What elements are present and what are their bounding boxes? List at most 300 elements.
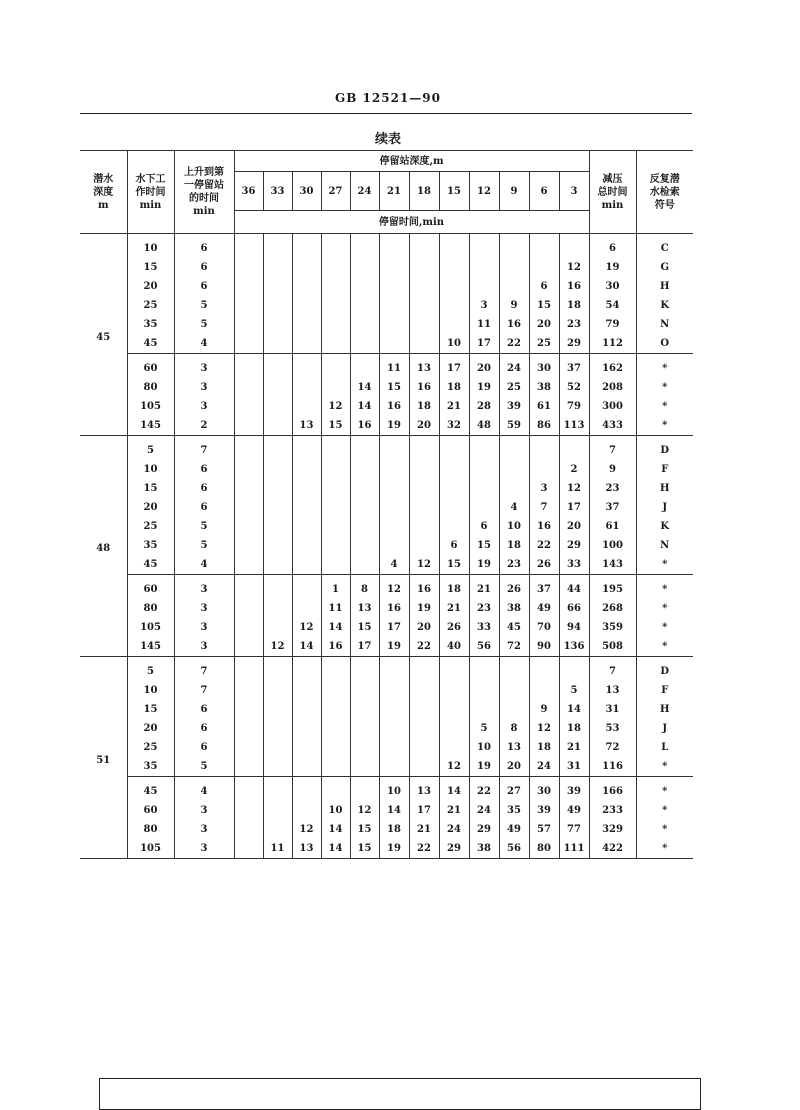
stop-time-cell [379,296,409,315]
stop-time-cell [439,657,469,682]
stop-time-cell [263,681,292,700]
stop-time-cell [379,719,409,738]
header-repetitive-symbol: 反复潜 水检索 符号 [636,151,693,234]
stop-time-cell: 35 [499,801,529,820]
repetitive-symbol-cell: F [636,681,693,700]
stop-time-cell: 16 [559,277,589,296]
stop-time-cell: 52 [559,378,589,397]
stop-time-cell: 25 [529,334,559,354]
total-time-cell: 72 [589,738,636,757]
stop-time-cell [234,258,263,277]
table-row [80,296,693,315]
table-row [80,234,693,259]
stop-time-cell: 19 [379,416,409,436]
stop-time-cell: 13 [409,354,439,379]
bottom-time-cell: 25 [127,517,174,536]
stop-time-cell: 15 [350,618,379,637]
ascent-time-cell: 6 [174,738,234,757]
stop-time-cell [409,436,439,461]
header-stop-depth: 33 [263,172,292,211]
ascent-time-cell: 4 [174,555,234,575]
stop-time-cell: 21 [439,397,469,416]
stop-time-cell [292,498,321,517]
stop-time-cell [292,258,321,277]
stop-time-cell [350,555,379,575]
stop-time-cell [350,334,379,354]
stop-time-cell [379,517,409,536]
stop-time-cell [292,334,321,354]
stop-time-cell: 24 [469,801,499,820]
ascent-time-cell: 7 [174,681,234,700]
repetitive-symbol-cell: G [636,258,693,277]
stop-time-cell: 38 [529,378,559,397]
stop-time-cell [469,234,499,259]
stop-time-cell: 17 [379,618,409,637]
table-row [80,315,693,334]
stop-time-cell [263,234,292,259]
stop-time-cell: 14 [439,777,469,802]
stop-time-cell: 29 [439,839,469,859]
ascent-time-cell: 6 [174,479,234,498]
bottom-time-cell: 45 [127,555,174,575]
table-row [80,618,693,637]
stop-time-cell: 5 [469,719,499,738]
stop-time-cell [439,436,469,461]
total-time-cell: 31 [589,700,636,719]
dive-depth-cell: 51 [80,657,127,859]
total-time-cell: 166 [589,777,636,802]
ascent-time-cell: 6 [174,700,234,719]
stop-time-cell: 29 [559,536,589,555]
bottom-time-cell: 5 [127,436,174,461]
stop-time-cell [379,479,409,498]
stop-time-cell: 37 [529,575,559,600]
table-row [80,700,693,719]
ascent-time-cell: 2 [174,416,234,436]
stop-time-cell [469,436,499,461]
stop-time-cell: 66 [559,599,589,618]
stop-time-cell: 15 [469,536,499,555]
stop-time-cell: 4 [499,498,529,517]
stop-time-cell [499,234,529,259]
table-row [80,277,693,296]
bottom-time-cell: 5 [127,657,174,682]
stop-time-cell [469,258,499,277]
stop-time-cell: 70 [529,618,559,637]
stop-time-cell [292,700,321,719]
stop-time-cell: 79 [559,397,589,416]
stop-time-cell [292,777,321,802]
ascent-time-cell: 3 [174,378,234,397]
ascent-time-cell: 7 [174,657,234,682]
stop-time-cell: 12 [439,757,469,777]
ascent-time-cell: 3 [174,801,234,820]
bottom-time-cell: 105 [127,397,174,416]
total-time-cell: 9 [589,460,636,479]
table-row [80,354,693,379]
stop-time-cell: 16 [350,416,379,436]
stop-time-cell: 77 [559,820,589,839]
stop-time-cell: 9 [499,296,529,315]
stop-time-cell [439,498,469,517]
stop-time-cell: 80 [529,839,559,859]
stop-time-cell [350,657,379,682]
stop-time-cell [350,738,379,757]
header-stop-depth: 12 [469,172,499,211]
stop-time-cell: 48 [469,416,499,436]
stop-time-cell: 11 [469,315,499,334]
stop-time-cell: 25 [499,378,529,397]
total-time-cell: 6 [589,234,636,259]
ascent-time-cell: 3 [174,354,234,379]
stop-time-cell [263,777,292,802]
stop-time-cell: 8 [350,575,379,600]
bottom-time-cell: 20 [127,277,174,296]
stop-time-cell [321,719,350,738]
stop-time-cell: 17 [409,801,439,820]
stop-time-cell [321,777,350,802]
stop-time-cell [263,555,292,575]
repetitive-symbol-cell: * [636,777,693,802]
stop-time-cell: 61 [529,397,559,416]
bottom-time-cell: 145 [127,637,174,657]
stop-time-cell [263,315,292,334]
stop-time-cell [439,681,469,700]
table-row [80,801,693,820]
bottom-time-cell: 45 [127,777,174,802]
ascent-time-cell: 6 [174,258,234,277]
stop-time-cell [292,801,321,820]
header-stop-depth-title: 停留站深度,m [234,151,589,172]
stop-time-cell [469,657,499,682]
stop-time-cell: 37 [559,354,589,379]
dive-depth-cell: 48 [80,436,127,657]
stop-time-cell [409,657,439,682]
stop-time-cell [439,517,469,536]
stop-time-cell [439,719,469,738]
stop-time-cell [379,536,409,555]
stop-time-cell: 11 [263,839,292,859]
stop-time-cell [379,334,409,354]
stop-time-cell [409,234,439,259]
total-time-cell: 112 [589,334,636,354]
stop-time-cell: 16 [321,637,350,657]
ascent-time-cell: 3 [174,618,234,637]
stop-time-cell [234,479,263,498]
stop-time-cell: 18 [499,536,529,555]
table-row [80,777,693,802]
stop-time-cell [529,234,559,259]
stop-time-cell [529,258,559,277]
stop-time-cell [321,296,350,315]
stop-time-cell [234,416,263,436]
stop-time-cell [321,334,350,354]
stop-time-cell: 57 [529,820,559,839]
stop-time-cell [263,498,292,517]
stop-time-cell: 16 [529,517,559,536]
stop-time-cell [439,258,469,277]
stop-time-cell [234,460,263,479]
stop-time-cell [263,575,292,600]
stop-time-cell [350,777,379,802]
table-row [80,258,693,277]
stop-time-cell: 16 [379,599,409,618]
stop-time-cell: 16 [379,397,409,416]
stop-time-cell [350,460,379,479]
bottom-time-cell: 20 [127,719,174,738]
stop-time-cell [350,315,379,334]
stop-time-cell [234,618,263,637]
header-dive-depth: 潜水 深度 m [80,151,127,234]
stop-time-cell [263,738,292,757]
stop-time-cell [409,536,439,555]
stop-time-cell [234,536,263,555]
header-stop-depth: 30 [292,172,321,211]
ascent-time-cell: 5 [174,757,234,777]
stop-time-cell [321,460,350,479]
stop-time-cell [350,277,379,296]
stop-time-cell: 38 [469,839,499,859]
stop-time-cell [292,555,321,575]
stop-time-cell: 2 [559,460,589,479]
stop-time-cell: 12 [263,637,292,657]
stop-time-cell [292,234,321,259]
total-time-cell: 508 [589,637,636,657]
stop-time-cell [292,277,321,296]
total-time-cell: 143 [589,555,636,575]
ascent-time-cell: 6 [174,234,234,259]
ascent-time-cell: 3 [174,575,234,600]
stop-time-cell [529,681,559,700]
table-row [80,820,693,839]
stop-time-cell [263,479,292,498]
stop-time-cell [321,354,350,379]
stop-time-cell: 15 [321,416,350,436]
stop-time-cell [234,738,263,757]
stop-time-cell: 6 [469,517,499,536]
stop-time-cell: 17 [439,354,469,379]
stop-time-cell [350,536,379,555]
total-time-cell: 54 [589,296,636,315]
table-row [80,479,693,498]
table-row [80,334,693,354]
stop-time-cell: 6 [529,277,559,296]
ascent-time-cell: 3 [174,599,234,618]
ascent-time-cell: 5 [174,315,234,334]
bottom-box [99,1078,701,1110]
stop-time-cell [439,460,469,479]
stop-time-cell [321,757,350,777]
stop-time-cell [292,479,321,498]
stop-time-cell: 111 [559,839,589,859]
stop-time-cell: 22 [469,777,499,802]
stop-time-cell [350,296,379,315]
table-row [80,575,693,600]
stop-time-cell: 13 [292,839,321,859]
repetitive-symbol-cell: F [636,460,693,479]
stop-time-cell [263,700,292,719]
stop-time-cell: 10 [321,801,350,820]
total-time-cell: 208 [589,378,636,397]
stop-time-cell [263,801,292,820]
header-ascent-time: 上升到第 一停留站 的时间 min [174,151,234,234]
ascent-time-cell: 6 [174,277,234,296]
stop-time-cell [234,498,263,517]
stop-time-cell [409,315,439,334]
stop-time-cell: 72 [499,637,529,657]
stop-time-cell: 19 [469,555,499,575]
stop-time-cell: 18 [409,397,439,416]
repetitive-symbol-cell: O [636,334,693,354]
stop-time-cell: 44 [559,575,589,600]
total-time-cell: 7 [589,657,636,682]
stop-time-cell [263,657,292,682]
repetitive-symbol-cell: * [636,397,693,416]
stop-time-cell [234,397,263,416]
stop-time-cell [409,460,439,479]
stop-time-cell [321,378,350,397]
table-row [80,757,693,777]
stop-time-cell [350,681,379,700]
stop-time-cell: 39 [529,801,559,820]
ascent-time-cell: 5 [174,517,234,536]
stop-time-cell [292,397,321,416]
stop-time-cell: 12 [292,618,321,637]
stop-time-cell [263,258,292,277]
stop-time-cell [321,436,350,461]
total-time-cell: 100 [589,536,636,555]
decompression-table [80,150,693,859]
stop-time-cell: 21 [439,801,469,820]
top-rule [80,113,692,114]
document-code: GB 12521—90 [334,91,441,105]
stop-time-cell [321,536,350,555]
stop-time-cell [263,820,292,839]
stop-time-cell [234,378,263,397]
stop-time-cell [263,517,292,536]
stop-time-cell [409,258,439,277]
stop-time-cell: 12 [559,258,589,277]
repetitive-symbol-cell: * [636,416,693,436]
bottom-time-cell: 20 [127,498,174,517]
stop-time-cell: 33 [559,555,589,575]
stop-time-cell [350,436,379,461]
stop-time-cell [350,517,379,536]
stop-time-cell [321,555,350,575]
stop-time-cell: 22 [499,334,529,354]
stop-time-cell: 23 [559,315,589,334]
stop-time-cell [234,277,263,296]
stop-time-cell [379,738,409,757]
total-time-cell: 233 [589,801,636,820]
stop-time-cell [234,681,263,700]
stop-time-cell: 10 [439,334,469,354]
repetitive-symbol-cell: * [636,820,693,839]
stop-time-cell: 18 [559,296,589,315]
stop-time-cell [263,416,292,436]
stop-time-cell: 7 [529,498,559,517]
stop-time-cell: 14 [321,820,350,839]
stop-time-cell: 86 [529,416,559,436]
repetitive-symbol-cell: * [636,354,693,379]
stop-time-cell: 18 [439,575,469,600]
stop-time-cell: 16 [409,575,439,600]
stop-time-cell [529,460,559,479]
stop-time-cell [321,498,350,517]
stop-time-cell: 39 [559,777,589,802]
stop-time-cell: 22 [409,637,439,657]
bottom-time-cell: 10 [127,460,174,479]
bottom-time-cell: 45 [127,334,174,354]
ascent-time-cell: 4 [174,777,234,802]
stop-time-cell: 136 [559,637,589,657]
table-row [80,555,693,575]
stop-time-cell [350,700,379,719]
stop-time-cell: 18 [559,719,589,738]
stop-time-cell: 28 [469,397,499,416]
stop-time-cell [439,315,469,334]
stop-time-cell [379,258,409,277]
stop-time-cell [321,700,350,719]
stop-time-cell [439,296,469,315]
header-stop-time-title: 停留时间,min [234,211,589,234]
stop-time-cell [263,460,292,479]
table-row [80,599,693,618]
stop-time-cell [263,757,292,777]
table-row [80,416,693,436]
repetitive-symbol-cell: D [636,657,693,682]
stop-time-cell: 19 [409,599,439,618]
total-time-cell: 116 [589,757,636,777]
stop-time-cell: 33 [469,618,499,637]
stop-time-cell: 18 [529,738,559,757]
repetitive-symbol-cell: * [636,599,693,618]
repetitive-symbol-cell: C [636,234,693,259]
stop-time-cell [292,354,321,379]
header-stop-depth: 36 [234,172,263,211]
stop-time-cell [499,681,529,700]
stop-time-cell: 20 [409,618,439,637]
stop-time-cell [292,681,321,700]
bottom-time-cell: 60 [127,801,174,820]
stop-time-cell [409,479,439,498]
stop-time-cell: 13 [350,599,379,618]
stop-time-cell: 24 [499,354,529,379]
stop-time-cell: 49 [499,820,529,839]
stop-time-cell: 16 [499,315,529,334]
stop-time-cell [499,460,529,479]
stop-time-cell [321,479,350,498]
stop-time-cell: 11 [379,354,409,379]
repetitive-symbol-cell: H [636,277,693,296]
repetitive-symbol-cell: * [636,637,693,657]
stop-time-cell [234,296,263,315]
stop-time-cell [263,334,292,354]
bottom-time-cell: 10 [127,234,174,259]
stop-time-cell: 39 [499,397,529,416]
stop-time-cell: 23 [499,555,529,575]
stop-time-cell: 17 [469,334,499,354]
bottom-time-cell: 15 [127,258,174,277]
stop-time-cell [499,277,529,296]
stop-time-cell: 14 [292,637,321,657]
stop-time-cell [234,436,263,461]
stop-time-cell [292,378,321,397]
stop-time-cell: 20 [559,517,589,536]
stop-time-cell: 11 [321,599,350,618]
ascent-time-cell: 4 [174,334,234,354]
bottom-time-cell: 35 [127,757,174,777]
